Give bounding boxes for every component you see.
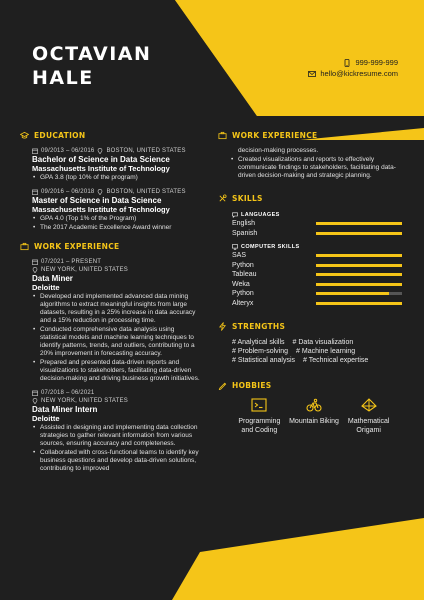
bicycle-icon (306, 397, 322, 413)
education-title: EDUCATION (34, 130, 86, 140)
email-link[interactable]: hello@kickresume.com (320, 69, 398, 78)
education-heading (20, 129, 202, 141)
strength-tag: # Statistical analysis (232, 357, 296, 364)
calendar-icon (32, 189, 38, 195)
location-pin-icon (32, 398, 38, 404)
school-name: Massachusetts Institute of Technology (32, 164, 170, 173)
origami-icon (361, 397, 377, 413)
candidate-name (32, 42, 151, 90)
work-continued-bullets (230, 156, 404, 180)
company-name: Deloitte (32, 414, 60, 423)
briefcase-icon (218, 131, 227, 140)
location-pin-icon (32, 267, 38, 273)
skill-level-bar (316, 292, 402, 295)
tools-icon (218, 194, 227, 203)
bullet-item: • The 2017 Academic Excellence Award winner (32, 224, 202, 232)
hobby-label: Mountain Biking (289, 418, 339, 425)
skill-name: Alteryx (232, 299, 254, 307)
graduation-cap-icon (20, 131, 29, 140)
calendar-icon (32, 259, 38, 265)
skill-level-fill (316, 273, 402, 276)
skills-heading (218, 192, 404, 204)
phone-row (308, 57, 398, 68)
work-title: WORK EXPERIENCE (34, 241, 120, 251)
computer-skills-title: COMPUTER SKILLS (241, 243, 300, 250)
strength-tag: # Problem-solving (232, 348, 289, 355)
skill-row (218, 229, 404, 239)
chat-icon (232, 212, 238, 218)
skill-row (218, 289, 404, 299)
skill-row (218, 261, 404, 271)
lightning-icon (218, 322, 227, 331)
work-continued-title: WORK EXPERIENCE (232, 130, 318, 140)
skill-row (218, 219, 404, 229)
hobby-item (287, 397, 342, 435)
education-meta (32, 147, 202, 155)
hobbies-list (218, 397, 404, 435)
skill-level-fill (316, 264, 402, 267)
bullet-item: • Collaborated with cross-functional teams to identify key business questions and develop data-driven solutions, contributing to improved (32, 449, 202, 473)
education-bullets (32, 174, 202, 182)
continued-line: decision-making processes. (238, 147, 319, 154)
email-icon (308, 70, 316, 78)
work-continued-text (218, 147, 404, 180)
skill-name: English (232, 220, 255, 228)
skills-title: SKILLS (232, 193, 263, 203)
calendar-icon (32, 390, 38, 396)
work-dates-row (32, 258, 202, 266)
strengths-title: STRENGTHS (232, 321, 286, 331)
calendar-icon (32, 148, 38, 154)
computer-skills-heading (218, 242, 404, 251)
skill-name: SAS (232, 252, 247, 260)
location-pin-icon (97, 148, 103, 154)
skill-level-fill (316, 232, 402, 235)
work-dates: 07/2018 – 06/2021 (41, 390, 95, 396)
bullet-item: • Developed and implemented advanced data mining algorithms to extract meaningful insights from large datasets, resulting in a 25% increase in data accuracy and a 15% reduction in processing time. (32, 293, 202, 325)
degree-title: Master of Science in Data Science (32, 196, 162, 205)
education-location: BOSTON, UNITED STATES (106, 189, 186, 195)
degree-title: Bachelor of Science in Data Science (32, 155, 170, 164)
work-dates: 07/2021 – PRESENT (41, 259, 102, 265)
skill-name: Tableau (232, 271, 257, 279)
work-location-row (32, 397, 202, 405)
school-name: Massachusetts Institute of Technology (32, 205, 170, 214)
skill-level-fill (316, 254, 402, 257)
work-bullets (32, 293, 202, 383)
strengths-row (232, 356, 404, 365)
education-bullets (32, 215, 202, 232)
strengths-row (232, 338, 404, 347)
hobby-label: Programming and Coding (238, 418, 281, 434)
work-entry-2 (20, 389, 202, 473)
skill-level-bar (316, 232, 402, 235)
job-title: Data Miner (32, 274, 73, 283)
location-pin-icon (97, 189, 103, 195)
phone-text[interactable]: 999-999-999 (355, 58, 398, 67)
bottom-yellow-shape (0, 518, 424, 600)
skill-level-bar (316, 264, 402, 267)
skill-level-fill (316, 292, 389, 295)
left-column (20, 129, 202, 479)
skill-level-fill (316, 302, 402, 305)
work-location: NEW YORK, UNITED STATES (41, 267, 128, 273)
briefcase-icon (20, 242, 29, 251)
skill-level-bar (316, 302, 402, 305)
first-name: OCTAVIAN (32, 43, 152, 65)
skill-level-bar (316, 273, 402, 276)
education-meta (32, 188, 202, 196)
hobbies-title: HOBBIES (232, 380, 272, 390)
skill-level-fill (316, 283, 402, 286)
skill-row (218, 251, 404, 261)
skill-level-fill (316, 222, 402, 225)
skill-name: Weka (232, 280, 250, 288)
terminal-icon (251, 397, 267, 413)
bullet-item: • Assisted in designing and implementing data collection strategies to gather relevant information from various sources, ensuring accuracy and completeness. (32, 424, 202, 448)
bullet-item: • Conducted comprehensive data analysis using statistical models and machine learning techniques to identify patterns, trends, and outliers, contributing to a 20% improvement in forecasting accuracy. (32, 326, 202, 358)
education-dates: 09/2016 – 06/2018 (41, 189, 95, 195)
work-location: NEW YORK, UNITED STATES (41, 398, 128, 404)
strength-tag: # Machine learning (296, 348, 356, 355)
work-heading (20, 240, 202, 252)
education-entry-1 (20, 147, 202, 182)
bullet-item: • Prepared and presented data-driven reports and visualizations to stakeholders, facilitating data-driven decision-making and driving business growth initiatives. (32, 359, 202, 383)
pen-icon (218, 381, 227, 390)
monitor-icon (232, 244, 238, 250)
skill-name: Python (232, 290, 254, 298)
work-entry-1 (20, 258, 202, 383)
skill-level-bar (316, 222, 402, 225)
skill-name: Spanish (232, 229, 258, 237)
work-dates-row (32, 389, 202, 397)
languages-title: LANGUAGES (241, 211, 280, 218)
strength-tag: # Data visualization (292, 339, 354, 346)
company-name: Deloitte (32, 283, 60, 292)
strengths-tags (218, 338, 404, 365)
languages-list (218, 219, 404, 238)
right-column (218, 129, 404, 435)
education-dates: 09/2013 – 06/2016 (41, 148, 95, 154)
hobby-label: Mathematical Origami (347, 418, 390, 434)
skill-row (218, 299, 404, 309)
bullet-item: • GPA 4.0 (Top 1% of the Program) (32, 215, 202, 223)
bullet-item: • Created visualizations and reports to effectively communicate findings to stakeholders, facilitating data-driven decision-making and strategic planning. (230, 156, 404, 180)
skill-row (218, 270, 404, 280)
hobby-item (232, 397, 287, 435)
strengths-row (232, 347, 404, 356)
skill-row (218, 280, 404, 290)
computer-skills-list (218, 251, 404, 308)
education-location: BOSTON, UNITED STATES (106, 148, 186, 154)
hobbies-heading (218, 379, 404, 391)
last-name: HALE (32, 67, 94, 89)
bullet-item: • GPA 3.8 (top 10% of the program) (32, 174, 202, 182)
strengths-heading (218, 320, 404, 332)
phone-icon (343, 59, 351, 67)
skill-level-bar (316, 254, 402, 257)
education-entry-2 (20, 188, 202, 232)
strength-tag: # Technical expertise (303, 357, 369, 364)
languages-heading (218, 210, 404, 219)
skill-level-bar (316, 283, 402, 286)
hobby-item (341, 397, 396, 435)
email-row (308, 68, 398, 79)
work-continued-heading (218, 129, 404, 141)
contact-block (308, 57, 398, 79)
skill-name: Python (232, 261, 254, 269)
work-location-row (32, 266, 202, 274)
job-title: Data Miner Intern (32, 405, 98, 414)
work-bullets (32, 424, 202, 473)
strength-tag: # Analytical skills (232, 339, 285, 346)
